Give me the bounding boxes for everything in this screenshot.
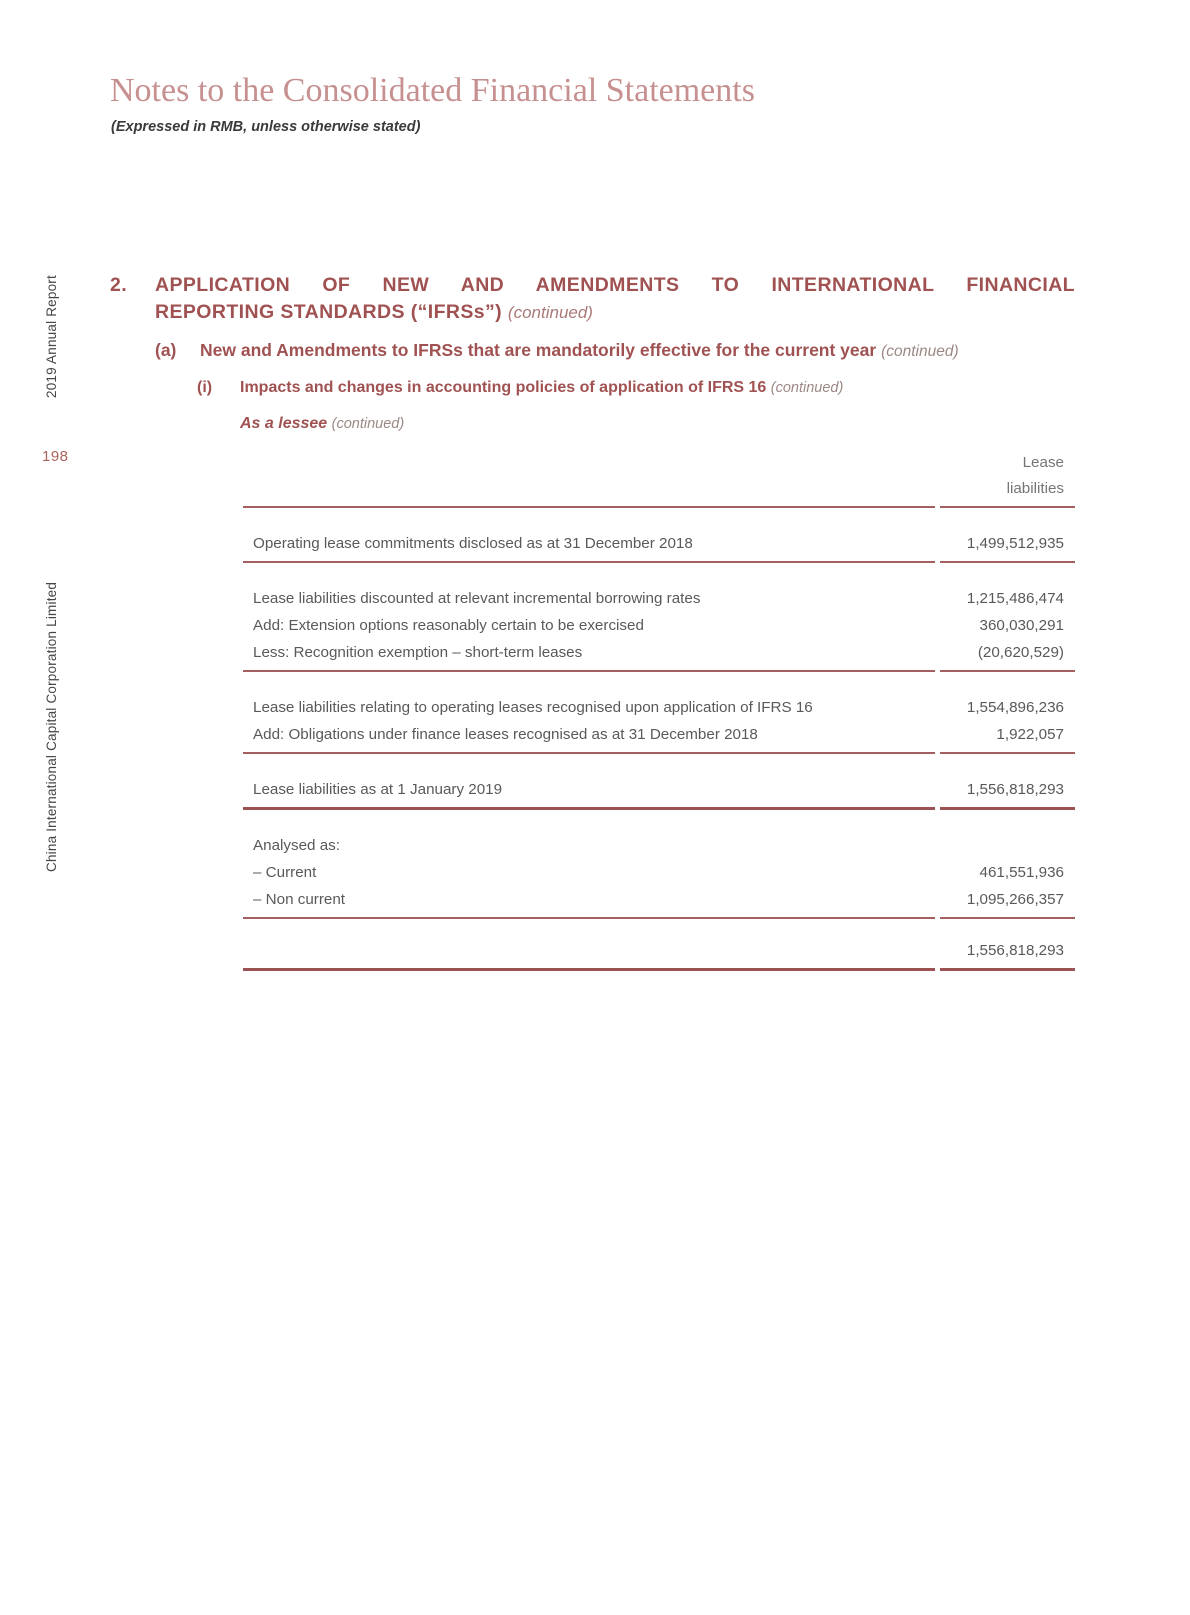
subsection-a-continued: (continued) [881, 343, 959, 360]
row-label [243, 937, 874, 964]
row-label: Add: Extension options reasonably certain to be exercised [253, 617, 644, 634]
section-title [155, 272, 1075, 326]
row-label: Lease liabilities discounted at relevant incremental borrowing rates [253, 590, 701, 607]
row-label: Add: Obligations under finance leases recognised as at 31 December 2018 [253, 726, 758, 743]
row-label: Less: Recognition exemption – short-term leases [253, 644, 583, 661]
page-number: 198 [42, 448, 69, 465]
subsection-i-label: (i) [197, 379, 213, 396]
table-rule [243, 670, 1075, 672]
section-continued: (continued) [507, 303, 593, 322]
subsection-i-title: Impacts and changes in accounting policies of application of IFRS 16 (continued) [240, 379, 844, 396]
document-title: Notes to the Consolidated Financial Statements [110, 72, 755, 109]
table-row [243, 530, 1075, 557]
subsection-a-heading [155, 338, 1080, 364]
row-label: Lease liabilities as at 1 January 2019 [253, 781, 503, 798]
row-label: Lease liabilities relating to operating leases recognised upon application of IFRS 16 [253, 699, 813, 716]
row-value: 360,030,291 [979, 617, 1064, 634]
row-value: 1,095,266,357 [966, 891, 1064, 908]
lessee-title: As a lessee [240, 415, 328, 432]
row-label: Operating lease commitments disclosed as at 31 December 2018 [253, 535, 693, 552]
column-header-lease-liabilities [243, 450, 1075, 502]
table-row [243, 776, 1075, 803]
lease-liabilities-table [243, 450, 1075, 971]
table-row [243, 639, 1075, 666]
column-header-line2: liabilities [1006, 480, 1064, 497]
row-value: 1,554,896,236 [966, 699, 1064, 716]
table-row [243, 859, 1075, 886]
section-title-line2: REPORTING STANDARDS (“IFRSs”) (continued) [155, 301, 593, 323]
table-row [243, 585, 1075, 612]
column-header-line1: Lease [1022, 454, 1064, 471]
table-row [243, 612, 1075, 639]
subsection-a-label: (a) [155, 340, 177, 360]
subsection-i-continued: (continued) [770, 380, 844, 396]
table-row [243, 694, 1075, 721]
table-header-rule [243, 506, 1075, 508]
row-label: – Non current [253, 891, 346, 908]
subsection-a-title: New and Amendments to IFRSs that are mandatorily effective for the current year (continued) [200, 340, 959, 360]
table-total-rule [243, 807, 1075, 810]
section-title-line1: APPLICATION OF NEW AND AMENDMENTS TO INTERNATIONAL FINANCIAL [155, 274, 1075, 296]
row-value: 1,922,057 [996, 726, 1064, 743]
table-rule [243, 917, 1075, 919]
section-heading [110, 272, 1075, 326]
lessee-heading [240, 415, 404, 433]
sidebar-company-label: China International Capital Corporation Limited [44, 581, 59, 872]
row-value: 1,556,818,293 [966, 781, 1064, 798]
table-row [243, 937, 1075, 964]
row-label: Analysed as: [253, 837, 340, 854]
section-number: 2. [110, 274, 128, 296]
table-body [243, 530, 1075, 971]
table-total-rule [243, 968, 1075, 971]
table-row [243, 721, 1075, 748]
row-value: (20,620,529) [977, 644, 1064, 661]
row-value: 1,215,486,474 [966, 590, 1064, 607]
row-value: 1,556,818,293 [966, 942, 1064, 959]
row-label: – Current [253, 864, 317, 881]
row-value: 1,499,512,935 [966, 535, 1064, 552]
document-subtitle: (Expressed in RMB, unless otherwise stated) [111, 119, 421, 135]
table-rule [243, 752, 1075, 754]
table-row [243, 886, 1075, 913]
sidebar-annual-report-label: 2019 Annual Report [44, 275, 59, 398]
subsection-i-heading [197, 377, 1082, 399]
row-value [874, 832, 1075, 859]
table-row [243, 832, 1075, 859]
table-rule [243, 561, 1075, 563]
lessee-continued: (continued) [331, 416, 405, 432]
row-value: 461,551,936 [979, 864, 1064, 881]
